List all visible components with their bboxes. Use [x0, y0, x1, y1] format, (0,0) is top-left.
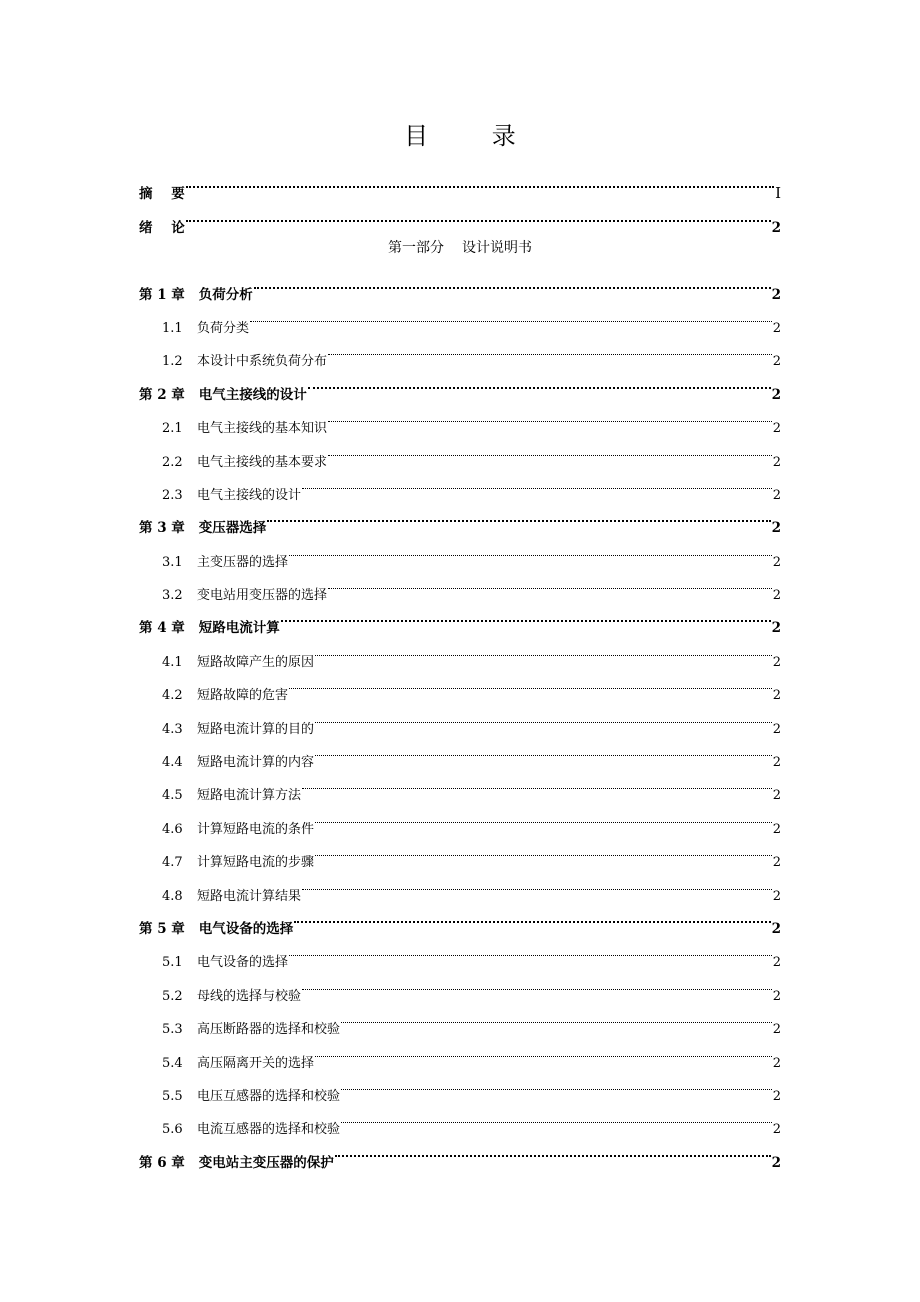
toc-entry-number: 第 5 章 [139, 920, 185, 937]
toc-page-number: 2 [772, 588, 781, 604]
toc-leader-dots [328, 332, 772, 365]
toc-chapter[interactable] [139, 265, 781, 303]
toc-page-number: 2 [772, 755, 781, 771]
toc-entry-number: 2.1 [162, 421, 183, 437]
toc-entry-label: 变电站用变压器的选择 [197, 588, 328, 604]
toc-leader-dots [341, 1000, 772, 1033]
toc-leader-dots [302, 466, 772, 499]
toc-leader-dots [328, 399, 772, 432]
toc-leader-dots [328, 566, 772, 599]
toc-entry-label: 电气主接线的设计 [198, 386, 307, 403]
toc-entry-label: 本设计中系统负荷分布 [197, 354, 328, 370]
toc-leader-dots [302, 966, 772, 999]
toc-entry-label: 电气主接线的基本知识 [197, 421, 328, 437]
toc-page-number: 2 [772, 1022, 781, 1038]
toc-entry-label: 负荷分类 [197, 320, 250, 336]
toc-leader-dots [302, 766, 772, 799]
toc-leader-dots [308, 365, 771, 398]
toc-page-number: 2 [772, 955, 781, 971]
toc-leader-dots [335, 1133, 771, 1166]
toc-entry-number: 4.2 [162, 688, 183, 704]
toc-leader-dots [315, 632, 772, 665]
toc-entry-number: 5.1 [162, 955, 183, 971]
toc-entry-number: 5.2 [162, 988, 183, 1004]
toc-entry-number: 3.1 [162, 554, 183, 570]
toc-page-number: 2 [771, 620, 781, 637]
toc-page-number: 2 [772, 554, 781, 570]
toc-entry-label: 电气主接线的基本要求 [197, 454, 328, 470]
toc-leader-dots [315, 699, 772, 732]
toc-entry-label: 短路电流计算的内容 [197, 755, 315, 771]
toc-page-number: 2 [772, 821, 781, 837]
toc-leader-dots [315, 833, 772, 866]
toc-entry-label: 短路故障产生的原因 [197, 654, 315, 670]
toc-entry-number: 2.3 [162, 487, 183, 503]
toc-page-number: 2 [772, 654, 781, 670]
toc-entry-label: 高压断路器的选择和校验 [197, 1022, 341, 1038]
toc-page-number: 2 [772, 788, 781, 804]
toc-entry-number: 第 2 章 [139, 386, 185, 403]
toc-leader-dots [315, 733, 772, 766]
toc-entry-number: 4.5 [162, 788, 183, 804]
toc-leader-dots [250, 299, 772, 332]
toc-entry-introduction[interactable] [139, 198, 781, 236]
toc-leader-dots [289, 532, 772, 565]
part-heading-number: 第一部分 [388, 239, 444, 256]
toc-page-number: 2 [772, 454, 781, 470]
toc-leader-dots [315, 799, 772, 832]
toc-entry-label: 短路故障的危害 [197, 688, 289, 704]
toc-entry-label: 电气设备的选择 [198, 920, 294, 937]
toc-page-number: 2 [772, 1055, 781, 1071]
toc-page-number: 2 [772, 487, 781, 503]
toc-leader-dots [328, 432, 772, 465]
toc-entry-number: 5.3 [162, 1022, 183, 1038]
toc-page-number: 2 [772, 1088, 781, 1104]
toc-entry-label: 摘 要 [139, 186, 185, 203]
toc-entry-number: 第 6 章 [139, 1154, 185, 1171]
toc-leader-dots [289, 666, 772, 699]
toc-entry-number: 5.4 [162, 1055, 183, 1071]
toc-entry-label: 电压互感器的选择和校验 [197, 1088, 341, 1104]
toc-entry-label: 电气主接线的设计 [197, 487, 302, 503]
toc-entry-number: 第 3 章 [139, 520, 185, 537]
toc-page-number: I [775, 184, 781, 203]
toc-page-number: 2 [772, 688, 781, 704]
toc-leader-dots [302, 866, 772, 899]
toc-page-number: 2 [771, 386, 781, 403]
toc-page-number: 2 [772, 988, 781, 1004]
toc-page-number: 2 [771, 920, 781, 937]
toc-leader-dots [267, 499, 770, 532]
toc-entry-label: 变电站主变压器的保护 [198, 1154, 334, 1171]
part-heading-title: 设计说明书 [462, 239, 532, 256]
toc-entry-number: 4.4 [162, 755, 183, 771]
toc-page-number: 2 [772, 354, 781, 370]
toc-page-number: 2 [772, 888, 781, 904]
toc-entry-label: 短路电流计算方法 [197, 788, 302, 804]
toc-leader-dots [315, 1033, 772, 1066]
toc-entry-number: 第 1 章 [139, 286, 185, 303]
toc-leader-dots [281, 599, 771, 632]
toc-entry-label: 电气设备的选择 [197, 955, 289, 971]
toc-entry-number: 1.1 [162, 320, 183, 336]
toc-entry-label: 母线的选择与校验 [197, 988, 302, 1004]
toc-page-number: 2 [771, 520, 781, 537]
toc-entry-abstract[interactable] [139, 165, 781, 203]
toc-entry-number: 4.6 [162, 821, 183, 837]
toc-leader-dots [186, 198, 771, 231]
toc-leader-dots [294, 900, 770, 933]
toc-entry-label: 绪 论 [139, 219, 185, 236]
toc-page-number: 2 [772, 855, 781, 871]
toc-page-number: 2 [772, 320, 781, 336]
toc-page-number: 2 [772, 1122, 781, 1138]
toc-leader-dots [341, 1100, 772, 1133]
toc-leader-dots [254, 265, 771, 298]
toc-entry-number: 3.2 [162, 588, 183, 604]
toc-entry-number: 5.6 [162, 1122, 183, 1138]
toc-entry-number: 4.1 [162, 654, 183, 670]
part-heading [139, 232, 781, 265]
page-title: 目 录 [404, 122, 544, 150]
chapter-list [139, 265, 781, 1171]
toc-entry-label: 高压隔离开关的选择 [197, 1055, 315, 1071]
table-of-contents [139, 165, 781, 1171]
toc-entry-number: 1.2 [162, 354, 183, 370]
toc-page-number: 2 [771, 1154, 781, 1171]
toc-entry-number: 2.2 [162, 454, 183, 470]
toc-entry-number: 5.5 [162, 1088, 183, 1104]
toc-entry-label: 短路电流计算 [198, 620, 280, 637]
toc-leader-dots [186, 165, 774, 198]
toc-page-number: 2 [772, 421, 781, 437]
toc-leader-dots [289, 933, 772, 966]
toc-entry-number: 第 4 章 [139, 620, 185, 637]
toc-leader-dots [341, 1067, 772, 1100]
toc-entry-number: 4.8 [162, 888, 183, 904]
toc-entry-label: 短路电流计算结果 [197, 888, 302, 904]
toc-entry-label: 短路电流计算的目的 [197, 721, 315, 737]
toc-entry-label: 计算短路电流的步骤 [197, 855, 315, 871]
toc-entry-label: 主变压器的选择 [197, 554, 289, 570]
toc-entry-number: 4.3 [162, 721, 183, 737]
toc-entry-number: 4.7 [162, 855, 183, 871]
toc-page-number: 2 [771, 286, 781, 303]
toc-entry-label: 变压器选择 [198, 520, 267, 537]
toc-entry-label: 计算短路电流的条件 [197, 821, 315, 837]
toc-page-number: 2 [771, 219, 781, 236]
toc-page-number: 2 [772, 721, 781, 737]
toc-entry-label: 负荷分析 [198, 286, 253, 303]
toc-entry-label: 电流互感器的选择和校验 [197, 1122, 341, 1138]
